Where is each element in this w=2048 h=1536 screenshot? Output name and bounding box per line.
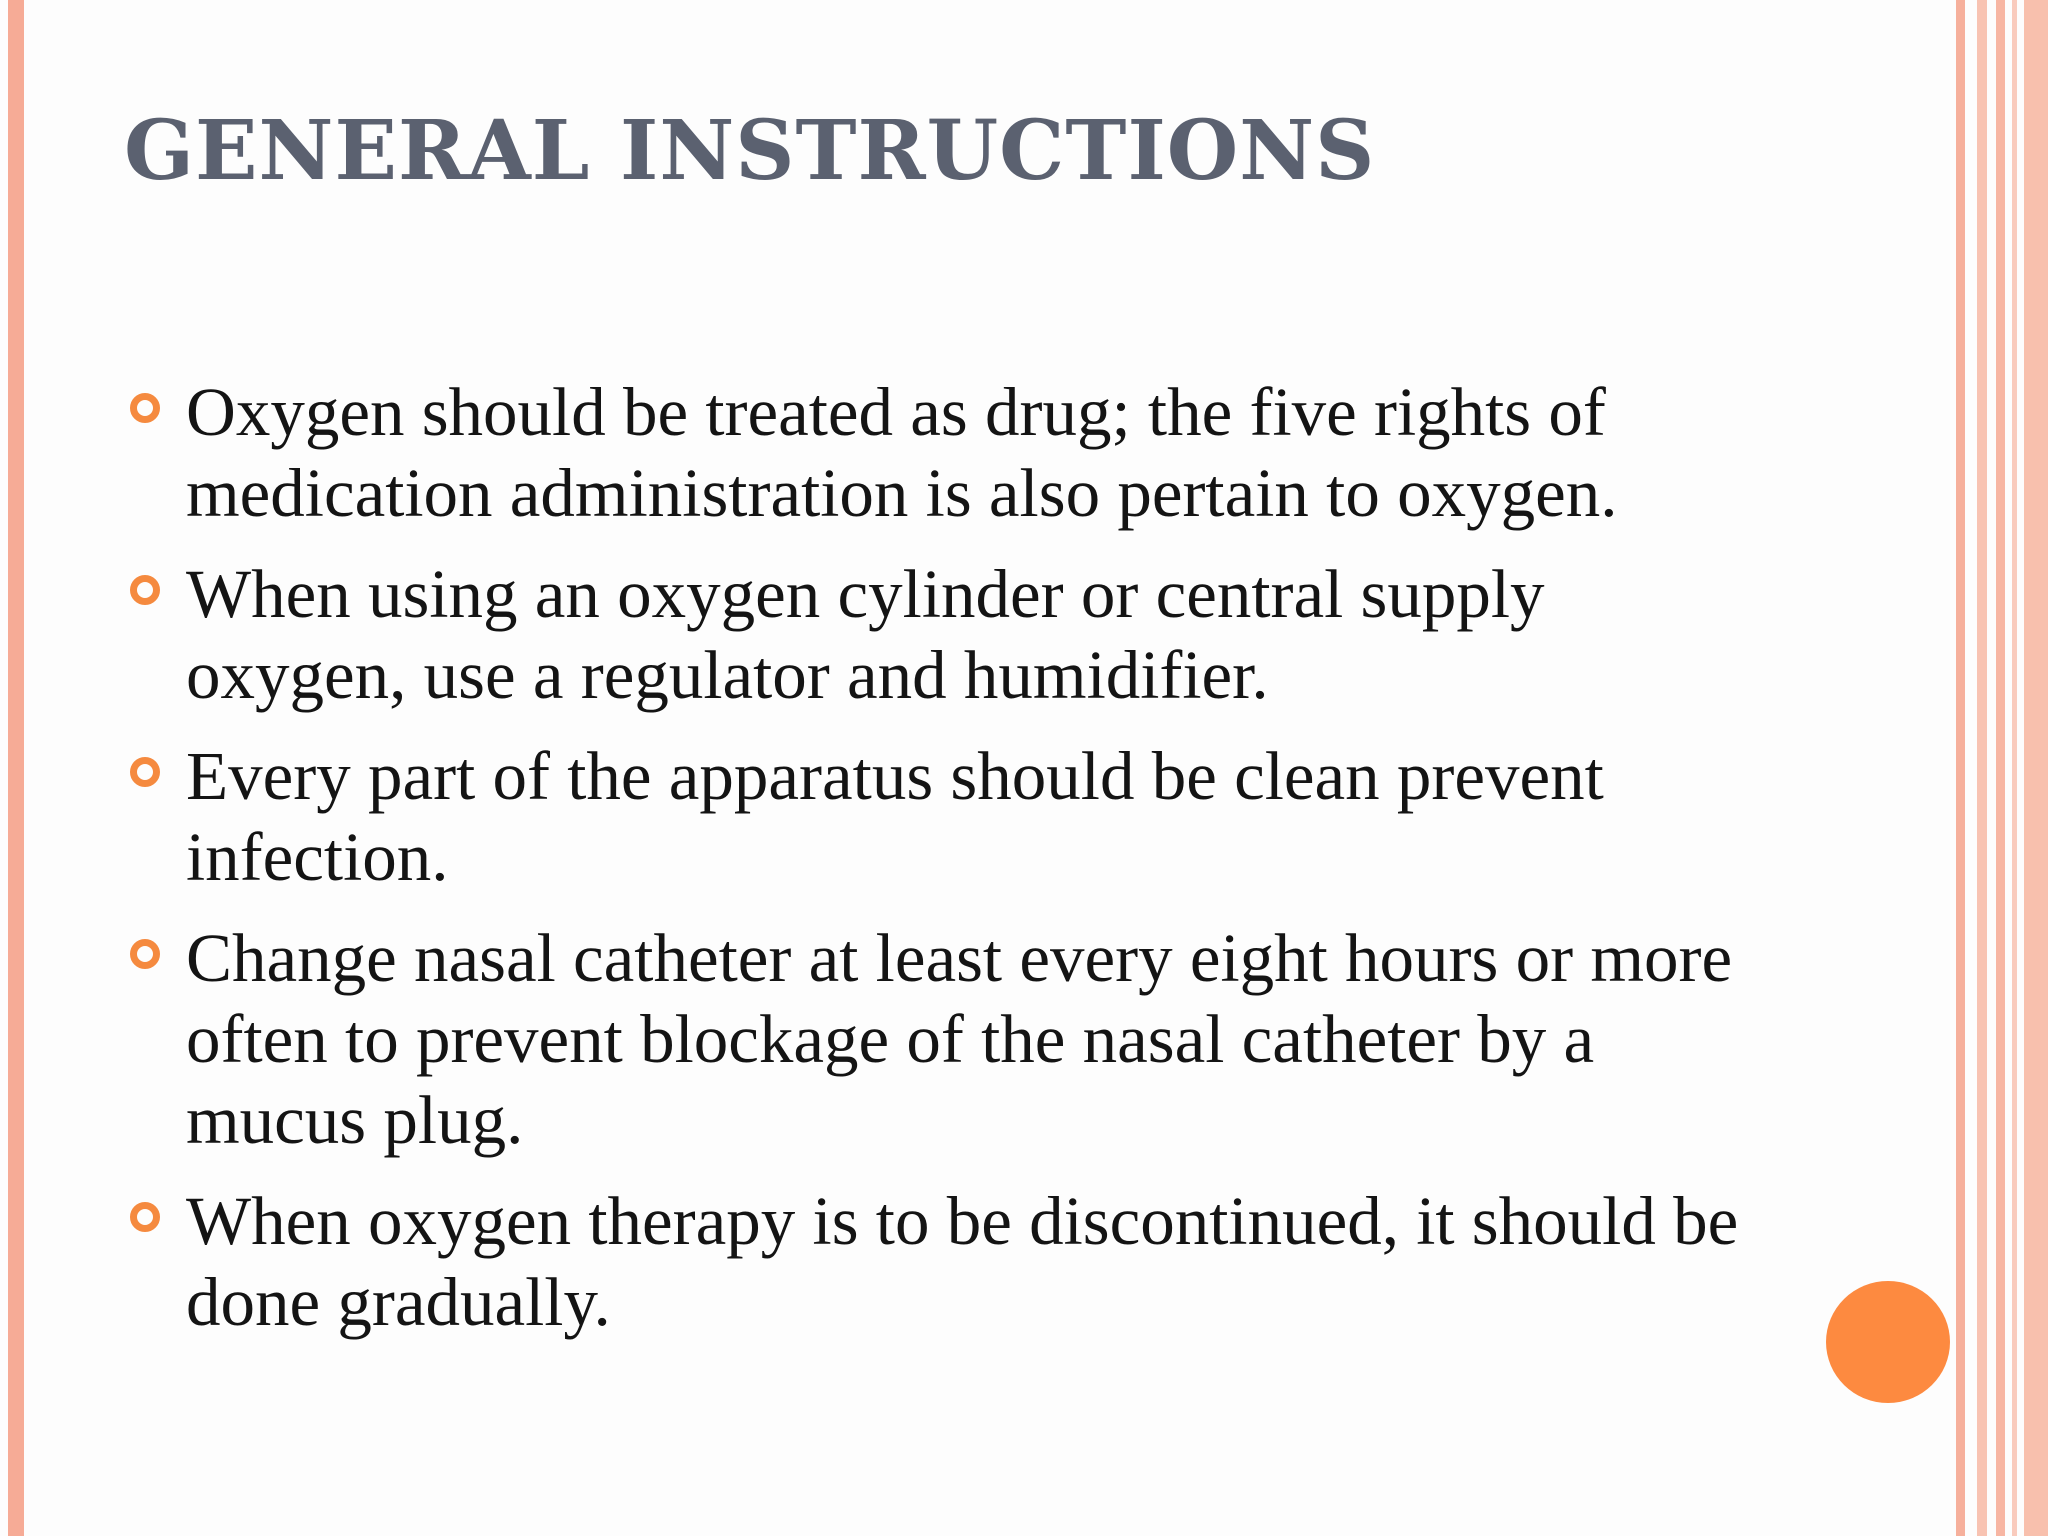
hollow-circle-bullet-icon <box>130 757 160 787</box>
bullet-text: Change nasal catheter at least every eight hours or more often to prevent blockage of the nasal catheter by a mucus plug. <box>186 920 1733 1158</box>
right-border-stripe <box>1996 0 2005 1536</box>
hollow-circle-bullet-icon <box>130 393 160 423</box>
bullet-text: Every part of the apparatus should be clean prevent infection. <box>186 738 1604 895</box>
bullet-text: When oxygen therapy is to be discontinued, it should be done gradually. <box>186 1183 1739 1340</box>
bullet-item <box>126 736 1766 898</box>
right-border-stripe <box>2024 0 2048 1536</box>
slide-title: GENERAL INSTRUCTIONS <box>124 103 1376 199</box>
bullet-item <box>126 918 1766 1161</box>
right-border-stripe <box>1956 0 1965 1536</box>
bullet-text: When using an oxygen cylinder or central supply oxygen, use a regulator and humidifier. <box>186 556 1545 713</box>
bullet-item <box>126 372 1766 534</box>
bullet-item <box>126 1181 1766 1343</box>
bullet-list <box>126 372 1766 1363</box>
orange-accent-circle <box>1826 1281 1950 1403</box>
hollow-circle-bullet-icon <box>130 939 160 969</box>
bullet-text: Oxygen should be treated as drug; the five rights of medication administration is also pertain to oxygen. <box>186 374 1618 531</box>
right-border-stripe <box>2012 0 2017 1536</box>
hollow-circle-bullet-icon <box>130 575 160 605</box>
bullet-item <box>126 554 1766 716</box>
right-border-stripe <box>1977 0 1987 1536</box>
hollow-circle-bullet-icon <box>130 1202 160 1232</box>
left-border-bar <box>8 0 24 1536</box>
